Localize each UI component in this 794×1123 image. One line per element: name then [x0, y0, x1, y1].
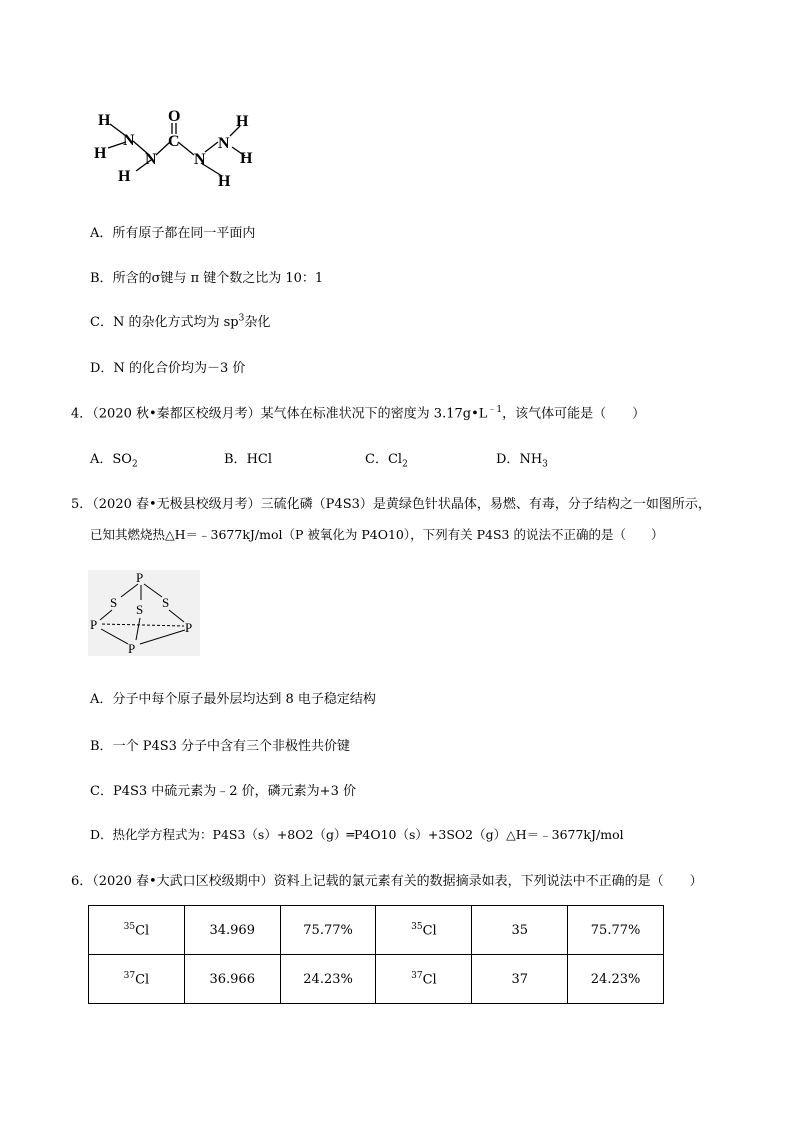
q5-option-c: C．P4S3 中硫元素为﹣2 价，磷元素为+3 价: [90, 784, 356, 799]
chlorine-data-table: [88, 905, 664, 1004]
table-cell: 35: [472, 906, 568, 955]
table-row: [89, 955, 664, 1004]
q3-option-c: C．N 的杂化方式均为 $sp^3$杂化: [90, 313, 271, 330]
q5-option-a: A．分子中每个原子最外层均达到 8 电子稳定结构: [90, 692, 376, 707]
atom-n2: N: [145, 151, 157, 168]
q4-option-a: A．$SO_2$: [90, 452, 138, 470]
question-number: 4．: [71, 406, 93, 422]
q3-option-d: D．N 的化合价均为－3 价: [90, 361, 246, 376]
atom-h2: H: [94, 145, 107, 162]
question-source: （2020 春•大武口区校级期中）: [92, 874, 274, 889]
q3-option-b: B．所含的σ键与 π 键个数之比为 10：1: [90, 271, 324, 286]
atom-n1: N: [123, 132, 135, 149]
atom-s-right: S: [162, 595, 170, 610]
table-cell: $^{37}$Cl: [376, 955, 472, 1004]
table-cell: $^{35}$Cl: [89, 906, 185, 955]
molecule-structure-p4s3: [88, 570, 200, 656]
table-cell: $^{37}$Cl: [89, 955, 185, 1004]
atom-h5: H: [240, 150, 253, 167]
table-cell: 24.23%: [568, 955, 664, 1004]
q4-stem: 4．（2020 秋•秦都区校级月考）某气体在标准状况下的密度为 $3.17g•L^{﹣1}$，该气体可能是（ ）: [71, 405, 646, 422]
q5-stem-line2: 已知其燃烧热△H＝﹣3677kJ/mol（P 被氧化为 P4O10），下列有关 P4S3 的说法不正确的是（ ）: [90, 527, 664, 542]
q6-stem: 6．（2020 春•大武口区校级期中）资料上记载的氯元素有关的数据摘录如表，下列说法中不正确的是（ ）: [71, 874, 703, 889]
atom-p-bottom: P: [128, 641, 136, 656]
table-cell: 75.77%: [568, 906, 664, 955]
q4-option-c: C．$Cl_2$: [365, 452, 408, 470]
atom-h1: H: [98, 112, 111, 129]
atom-o: O: [168, 108, 181, 125]
atom-p-left: P: [90, 617, 98, 632]
q5-option-d: D．热化学方程式为：P4S3（s）+8O2（g）═P4O10（s）+3SO2（g）△H＝﹣3677kJ/mol: [90, 827, 624, 842]
table-cell: $^{35}$Cl: [376, 906, 472, 955]
table-cell: 34.969: [184, 906, 280, 955]
table-cell: 24.23%: [280, 955, 376, 1004]
atom-h3: H: [118, 168, 131, 185]
atom-s-left: S: [110, 595, 118, 610]
atom-p-top: P: [136, 570, 144, 585]
question-number: 5．: [71, 497, 93, 512]
q5-stem-line1: 5．（2020 春•无极县校级月考）三硫化磷（P4S3）是黄绿色针状晶体，易燃、有毒，分子结构之一如图所示，: [71, 497, 711, 512]
q4-option-d: D．$NH_3$: [496, 452, 548, 470]
atom-h6: H: [218, 173, 231, 190]
atom-p-right: P: [185, 620, 193, 635]
q4-option-b: B．HCl: [224, 452, 273, 467]
atom-s-mid: S: [136, 602, 144, 617]
q3-option-a: A．所有原子都在同一平面内: [90, 226, 256, 241]
table-cell: 36.966: [184, 955, 280, 1004]
atom-c: C: [168, 133, 180, 150]
atom-h4: H: [236, 113, 249, 130]
table-cell: 37: [472, 955, 568, 1004]
atom-n4: N: [218, 135, 230, 152]
question-number: 6．: [71, 874, 93, 889]
molecule-structure-1: [88, 104, 268, 194]
table-cell: 75.77%: [280, 906, 376, 955]
question-source: （2020 春•无极县校级月考）: [92, 497, 261, 512]
table-row: [89, 906, 664, 955]
q5-option-b: B．一个 P4S3 分子中含有三个非极性共价键: [90, 739, 351, 754]
atom-n3: N: [194, 151, 206, 168]
question-source: （2020 秋•秦都区校级月考）: [92, 406, 261, 422]
